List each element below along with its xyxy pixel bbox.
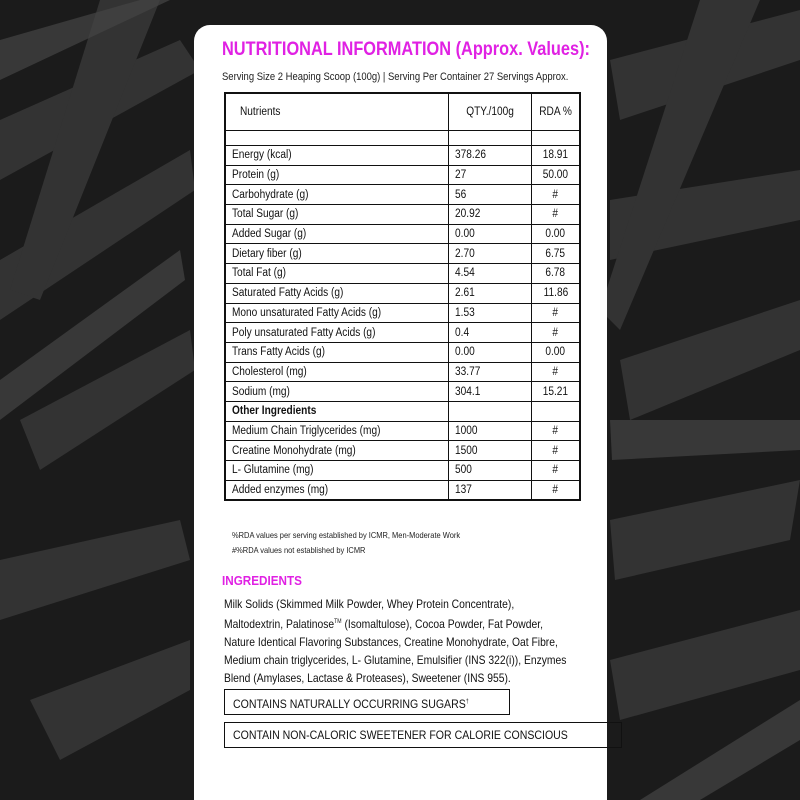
table-row [225,205,580,225]
nutrition-table [224,92,581,501]
nutrient-name: Total Sugar (g) [225,205,449,225]
ingredients-title: INGREDIENTS [222,573,302,588]
table-row [225,461,580,481]
rda-note: %RDA values per serving established by ICMR, Men-Moderate Work [232,530,461,540]
table-spacer-row [225,131,580,146]
nutrition-label-card [194,25,607,800]
nutrient-rda: 18.91 [532,146,581,166]
nutrient-rda: # [532,185,581,205]
trademark-mark: TM [334,619,342,625]
table-row [225,185,580,205]
nutrient-qty: 0.00 [449,224,532,244]
nutrient-name: Protein (g) [225,165,449,185]
other-ingredient-rows [225,421,580,500]
nutrient-rda: # [532,205,581,225]
table-row [225,264,580,284]
nutrient-name: Total Fat (g) [225,264,449,284]
nutrient-qty: 2.70 [449,244,532,264]
nutrient-name: L- Glutamine (mg) [225,461,449,481]
nutrient-rda: # [532,323,581,343]
table-row [225,146,580,166]
nutrient-qty: 20.92 [449,205,532,225]
nutrient-qty: 1.53 [449,303,532,323]
nutrient-rda: 15.21 [532,382,581,402]
nutrient-name: Energy (kcal) [225,146,449,166]
nutrient-name: Added enzymes (mg) [225,480,449,500]
other-ingredients-heading: Other Ingredients [225,401,449,421]
serving-info: Serving Size 2 Heaping Scoop (100g) | Serving Per Container 27 Servings Approx. [222,71,569,83]
ingredients-text: Milk Solids (Skimmed Milk Powder, Whey Protein Concentrate), Maltodextrin, Palatinose™ (Isomaltulose), Cocoa Powder, Fat Powder, Nature Identical Flavoring Substances, Creatine Monohydrate, Oat Fibre, Medium chain triglycerides, L- Glutamine, Emulsifier (INS 322(i)), Enzymes Blend (Amylases, Lactase & Proteases), Sweetener (INS 955). [224,597,567,685]
nutrient-rda: # [532,362,581,382]
nutrient-qty: 1500 [449,441,532,461]
nutrient-qty: 137 [449,480,532,500]
non-caloric-sweetener-badge: CONTAIN NON-CALORIC SWEETENER FOR CALORIE CONSCIOUS [224,722,622,748]
naturally-occurring-sugars-badge: CONTAINS NATURALLY OCCURRING SUGARS† [224,689,510,715]
nutrient-qty: 500 [449,461,532,481]
table-row [225,342,580,362]
nutrient-name: Saturated Fatty Acids (g) [225,283,449,303]
table-row [225,441,580,461]
nutrient-qty: 33.77 [449,362,532,382]
nutrient-name: Mono unsaturated Fatty Acids (g) [225,303,449,323]
header-qty: QTY./100g [449,93,532,131]
nutrient-name: Medium Chain Triglycerides (mg) [225,421,449,441]
table-row [225,480,580,500]
table-row [225,283,580,303]
table-row [225,421,580,441]
nutrient-rda: 0.00 [532,224,581,244]
nutrient-qty: 2.61 [449,283,532,303]
nutrient-name: Sodium (mg) [225,382,449,402]
nutrient-qty: 4.54 [449,264,532,284]
nutrient-rda: # [532,461,581,481]
nutrient-rda: # [532,480,581,500]
nutrient-rda: 0.00 [532,342,581,362]
table-row [225,224,580,244]
nutrient-qty: 378.26 [449,146,532,166]
other-ingredients-heading-row [225,401,580,421]
header-rda: RDA % [532,93,581,131]
nutrient-rda: 50.00 [532,165,581,185]
nutrient-name: Cholesterol (mg) [225,362,449,382]
nutrient-name: Creatine Monohydrate (mg) [225,441,449,461]
nutrient-qty: 27 [449,165,532,185]
nutrient-name: Dietary fiber (g) [225,244,449,264]
nutrient-qty: 1000 [449,421,532,441]
nutrient-name: Carbohydrate (g) [225,185,449,205]
nutrient-rows [225,146,580,402]
nutrient-name: Poly unsaturated Fatty Acids (g) [225,323,449,343]
nutrient-qty: 0.00 [449,342,532,362]
nutrient-rda: 6.78 [532,264,581,284]
table-row [225,244,580,264]
table-header-row [225,93,580,131]
table-row [225,382,580,402]
nutrient-name: Added Sugar (g) [225,224,449,244]
nutrient-rda: # [532,441,581,461]
nutrient-qty: 56 [449,185,532,205]
table-row [225,323,580,343]
table-row [225,362,580,382]
table-row [225,165,580,185]
nutrient-name: Trans Fatty Acids (g) [225,342,449,362]
table-row [225,303,580,323]
rda-not-established-note: #%RDA values not established by ICMR [232,545,366,555]
nutrient-qty: 304.1 [449,382,532,402]
nutrient-qty: 0.4 [449,323,532,343]
nutrient-rda: # [532,303,581,323]
nutrient-rda: 11.86 [532,283,581,303]
header-nutrients: Nutrients [225,93,449,131]
nutrition-heading: NUTRITIONAL INFORMATION (Approx. Values): [222,39,590,60]
nutrient-rda: 6.75 [532,244,581,264]
nutrient-rda: # [532,421,581,441]
